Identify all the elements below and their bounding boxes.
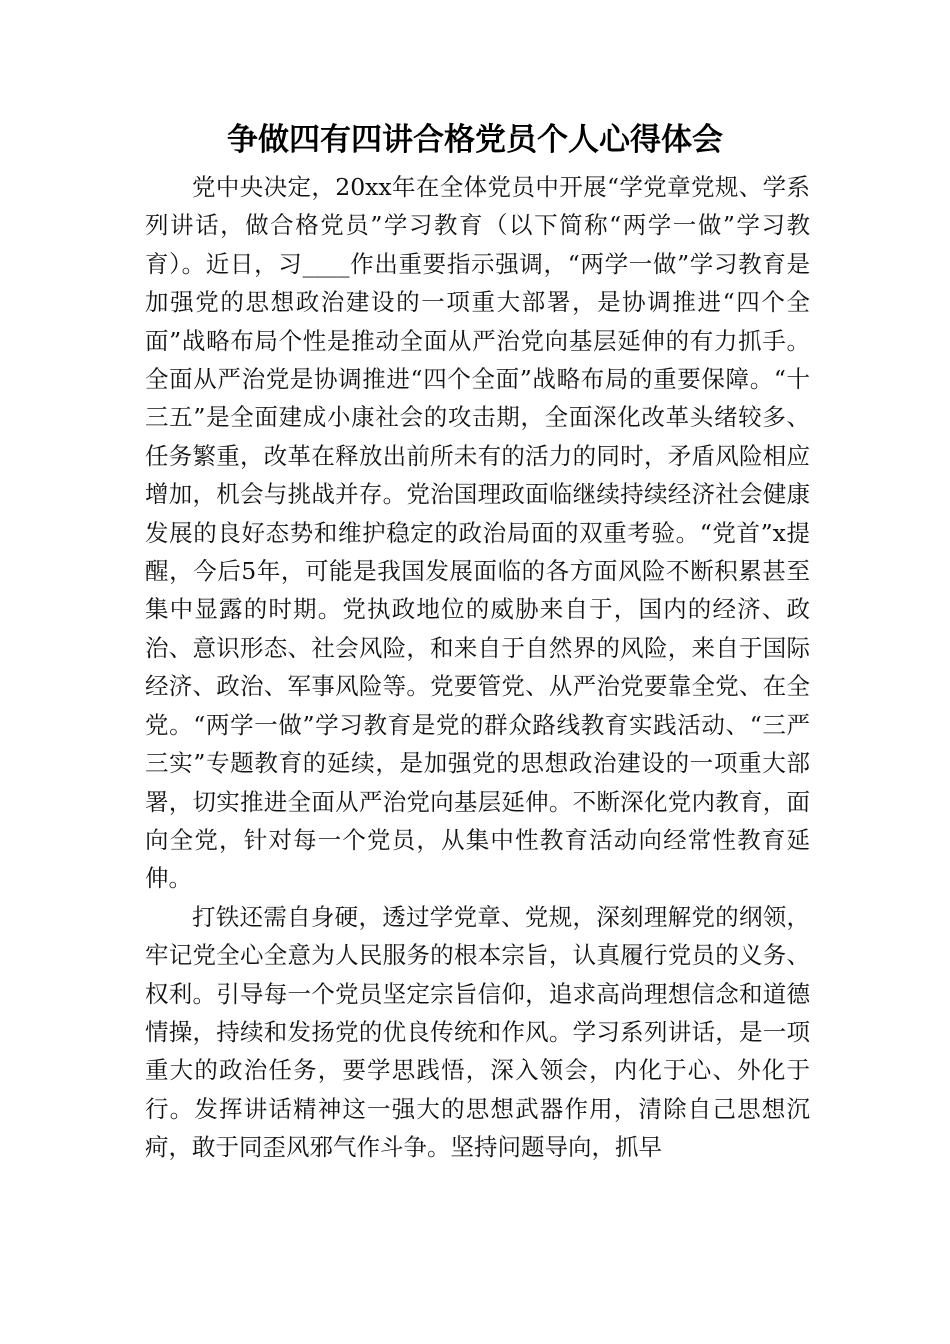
paragraph-2: 打铁还需自身硬，透过学党章、党规，深刻理解党的纲领，牢记党全心全意为人民服务的根本宗旨，认真履行党员的义务、权利。引导每一个党员坚定宗旨信仰，追求高尚理想信念和道德情操，持续和发扬党的优良传统和作风。学习系列讲话，是一项重大的政治任务，要学思践悟，深入领会，内化于心、外化于行。发挥讲话精神这一强大的思想武器作用，清除自己思想沉疴，敢于同歪风邪气作斗争。坚持问题导向，抓早 — [145, 902, 810, 1162]
document-body — [145, 168, 810, 1167]
paragraph-1: 党中央决定，20xx年在全体党员中开展“学党章党规、学系列讲话，做合格党员”学习教育（以下简称“两学一做”学习教育）。近日，习____作出重要指示强调，“两学一做”学习教育是加强党的思想政治建设的一项重大部署，是协调推进“四个全面”战略布局个性是推动全面从严治党向基层延伸的有力抓手。全面从严治党是协调推进“四个全面”战略布局的重要保障。“十三五”是全面建成小康社会的攻击期，全面深化改革头绪较多、任务繁重，改革在释放出前所未有的活力的同时，矛盾风险相应增加，机会与挑战并存。党治国理政面临继续持续经济社会健康发展的良好态势和维护稳定的政治局面的双重考验。“党首”x提醒，今后5年，可能是我国发展面临的各方面风险不断积累甚至集中显露的时期。党执政地位的威胁来自于，国内的经济、政治、意识形态、社会风险，和来自于自然界的风险，来自于国际经济、政治、军事风险等。党要管党、从严治党要靠全党、在全党。“两学一做”学习教育是党的群众路线教育实践活动、“三严三实”专题教育的延续，是加强党的思想政治建设的一项重大部署，切实推进全面从严治党向基层延伸。不断深化党内教育，面向全党，针对每一个党员，从集中性教育活动向经常性教育延伸。 — [145, 173, 810, 893]
document-title: 争做四有四讲合格党员个人心得体会 — [227, 122, 723, 158]
